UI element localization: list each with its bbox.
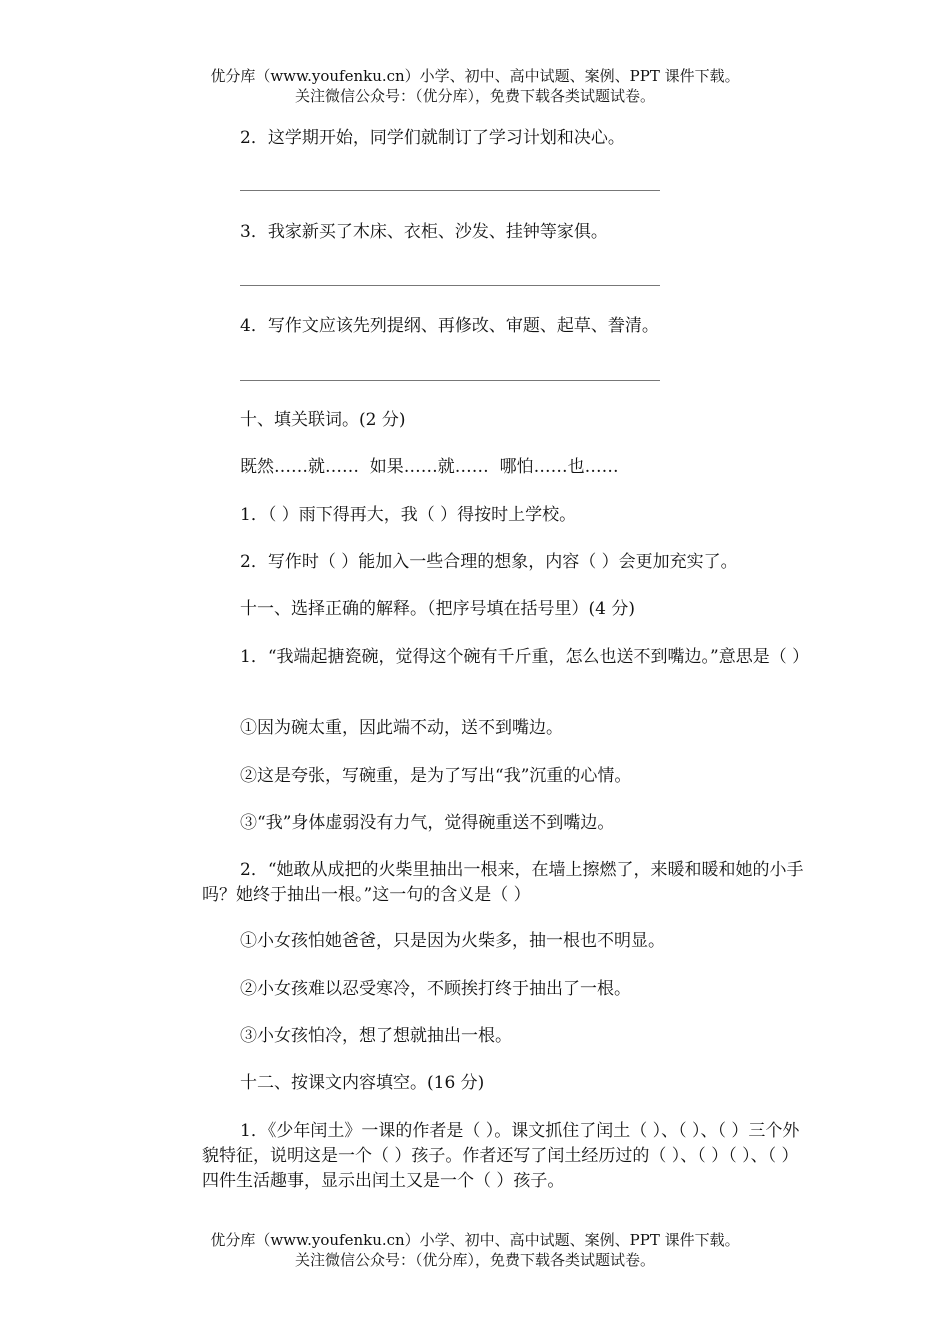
- correction-item-3: 3．我家新买了木床、衣柜、沙发、挂钟等家俱。: [240, 222, 608, 242]
- section-10-question-1: 1．（ ）雨下得再大，我（ ）得按时上学校。: [240, 505, 577, 525]
- footer-line-2: 关注微信公众号：（优分库），免费下载各类试题试卷。: [294, 1251, 655, 1269]
- q1-option-2: ②这是夸张，写碗重，是为了写出“我”沉重的心情。: [240, 766, 632, 786]
- section-11-question-1: 1．“我端起搪瓷碗，觉得这个碗有千斤重，怎么也送不到嘴边。”意思是（ ）: [240, 647, 810, 667]
- section-12-question-1: 1．《少年闰土》一课的作者是（ ）。课文抓住了闰土（ ）、（ ）、（ ）三个外貌特征，说明这是一个（ ）孩子。作者还写了闰土经历过的（ ）、（ ）（ ）、（ ）四件生活趣事，显示出闰土又是一个（ ）孩子。: [202, 1121, 800, 1191]
- correction-item-2: 2．这学期开始，同学们就制订了学习计划和决心。: [240, 128, 625, 148]
- section-11-title: 十一、选择正确的解释。（把序号填在括号里）(4 分): [240, 599, 635, 619]
- header-line-2: 关注微信公众号：（优分库），免费下载各类试题试卷。: [294, 87, 655, 105]
- header-line-1: 优分库（www.youfenku.cn）小学、初中、高中试题、案例、PPT 课件下载。: [210, 67, 740, 85]
- conjunction-options: 既然……就…… 如果……就…… 哪怕……也……: [240, 457, 619, 477]
- answer-line: [240, 380, 660, 381]
- section-12-title: 十二、按课文内容填空。(16 分): [240, 1073, 485, 1093]
- q2-option-3: ③小女孩怕冷，想了想就抽出一根。: [240, 1026, 512, 1046]
- section-10-title: 十、填关联词。(2 分): [240, 410, 406, 430]
- footer-line-1: 优分库（www.youfenku.cn）小学、初中、高中试题、案例、PPT 课件下载。: [210, 1231, 740, 1249]
- q2-option-2: ②小女孩难以忍受寒冷，不顾挨打终于抽出了一根。: [240, 979, 631, 999]
- q1-option-1: ①因为碗太重，因此端不动，送不到嘴边。: [240, 718, 563, 738]
- answer-line: [240, 285, 660, 286]
- section-10-question-2: 2．写作时（ ）能加入一些合理的想象，内容（ ）会更加充实了。: [240, 552, 738, 572]
- answer-line: [240, 190, 660, 191]
- section-11-question-2: 2．“她敢从成把的火柴里抽出一根来，在墙上擦燃了，来暖和暖和她的小手吗？她终于抽出一根。”这一句的含义是（ ）: [202, 860, 804, 905]
- q1-option-3: ③“我”身体虚弱没有力气，觉得碗重送不到嘴边。: [240, 813, 615, 833]
- q2-option-1: ①小女孩怕她爸爸，只是因为火柴多，抽一根也不明显。: [240, 931, 665, 951]
- correction-item-4: 4．写作文应该先列提纲、再修改、审题、起草、誊清。: [240, 316, 659, 336]
